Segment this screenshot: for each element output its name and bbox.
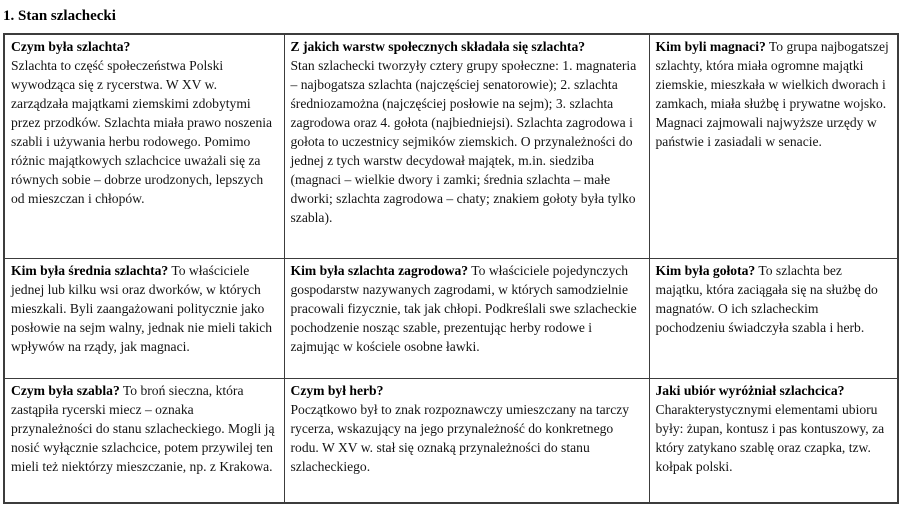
table-cell: [649, 34, 898, 259]
table-row: [4, 259, 898, 379]
cell-question: Kim byli magnaci?: [655, 39, 766, 54]
table-cell: [284, 34, 649, 259]
cell-question: Czym była szlachta?: [11, 39, 131, 54]
table-cell: [4, 259, 284, 379]
table-cell: [284, 259, 649, 379]
table-row: [4, 379, 898, 504]
table-cell: [649, 259, 898, 379]
cell-answer: Szlachta to część społeczeństwa Polski wywodząca się z rycerstwa. W XV w. zarządzała majątkami ziemskimi zdobytymi przez przodków. Szlachta miała prawo noszenia szabli i używania herbu rodowego. Pomimo różnic majątkowych szlachcice uważali się za równych sobie – dobrze urodzonych, lepszych od mieszczan i chłopów.: [11, 58, 273, 206]
cell-answer: To grupa najbogatszej szlachty, która miała ogromne majątki ziemskie, mieszkała w wielkich dworach i zamkach, miała służbę i prywatne wojsko. Magnaci zajmowali najwyższe urzędy w państwie i zasiadali w senacie.: [655, 39, 889, 149]
page-title: 1. Stan szlachecki: [3, 8, 116, 24]
table-cell: [4, 34, 284, 259]
cell-answer: To broń sieczna, która zastąpiła rycerski miecz – oznaka przynależności do stanu szlacheckiego. Mogli ją nosić wyłącznie szlachcice, potem przywilej ten mieli też niektórzy mieszczanie, np. z Krakowa.: [11, 383, 275, 474]
cell-answer: To właściciele jednej lub kilku wsi oraz dworków, w których mieszkali. Byli zaangażowani politycznie jako posłowie na sejm walny, jednak nie mieli takich wpływów na rządy, jak magnaci.: [11, 263, 273, 354]
cell-question: Kim była szlachta zagrodowa?: [290, 263, 469, 278]
cell-question: Czym była szabla?: [11, 383, 120, 398]
cell-question: Czym był herb?: [290, 383, 384, 398]
cell-question: Jaki ubiór wyróżniał szlachcica?: [655, 383, 845, 398]
cell-answer: Stan szlachecki tworzyły cztery grupy społeczne: 1. magnateria – najbogatsza szlachta (najczęściej senatorowie); 2. szlachta średniozamożna (najczęściej posłowie na sejm); 3. szlachta zagrodowa oraz 4. gołota (najbiedniejsi). Szlachta zagrodowa i gołota to uczestnicy sejmików ziemskich. O przynależności do jednej z tych warstw decydował majątek, m.in. siedziba (magnaci – wielkie dwory i zamki; średnia szlachta – małe dworki; szlachta zagrodowa – chaty; znakiem gołoty była tylko szabla).: [290, 58, 637, 225]
table-cell: [284, 379, 649, 504]
cell-question: Z jakich warstw społecznych składała się szlachta?: [290, 39, 586, 54]
cell-question: Kim była średnia szlachta?: [11, 263, 169, 278]
table-cell: [649, 379, 898, 504]
cell-answer: To szlachta bez majątku, która zaciągała się na służbę do magnatów. O ich szlacheckim pochodzeniu świadczyła szabla i herb.: [655, 263, 878, 335]
table-row: [4, 34, 898, 259]
qa-table: [3, 33, 899, 504]
cell-answer: To właściciele pojedynczych gospodarstw nazywanych zagrodami, w których samodzielnie pracowali fizycznie, tak jak chłopi. Podkreślali swe szlacheckie pochodzenie nosząc szable, prezentując herby rodowe i zajmując w kościele osobne ławki.: [290, 263, 637, 354]
cell-question: Kim była gołota?: [655, 263, 756, 278]
cell-answer: Charakterystycznymi elementami ubioru były: żupan, kontusz i pas kontuszowy, za który zatykano szablę oraz czapka, tzw. kołpak polski.: [655, 402, 885, 474]
cell-answer: Początkowo był to znak rozpoznawczy umieszczany na tarczy rycerza, wskazujący na jego przynależność do konkretnego rodu. W XV w. stał się oznaką przynależności do stanu szlacheckiego.: [290, 402, 630, 474]
table-cell: [4, 379, 284, 504]
